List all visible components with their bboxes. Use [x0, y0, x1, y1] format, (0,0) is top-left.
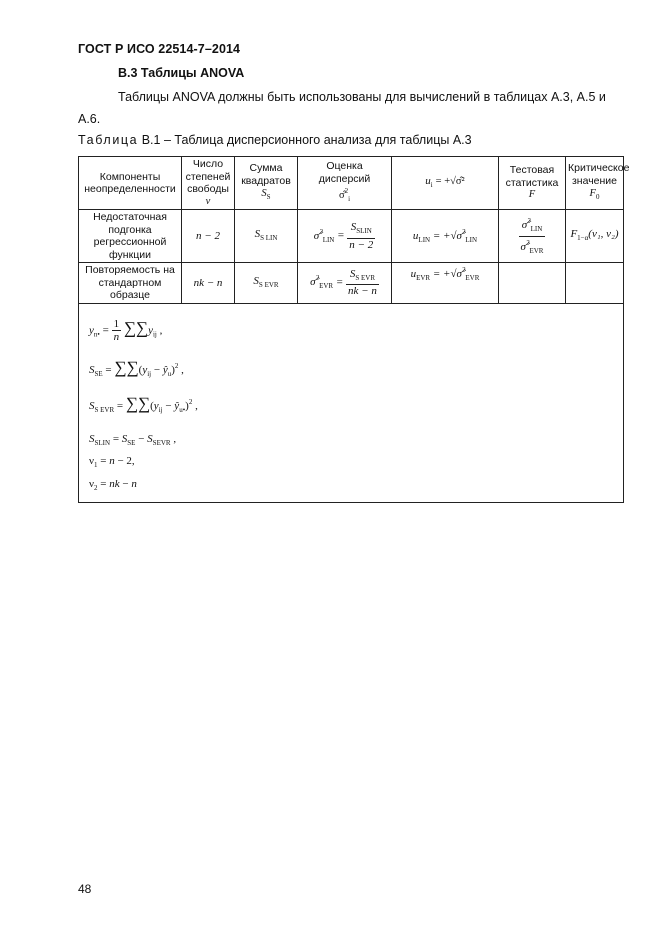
- formula-nu2: $\nu_2$ = nk − n: [89, 477, 137, 492]
- caption-label: Таблица: [78, 133, 139, 147]
- cell-variance-evr: σ̂$^2_{EVR}$ = $\frac{S_{S EVR}}{nk - n}$: [298, 263, 392, 304]
- cell-critical-evr: [566, 263, 624, 304]
- table-caption: [78, 133, 472, 147]
- anova-table: [78, 156, 630, 503]
- cell-test-stat-lin: $\frac{\sigmâ^2_{LIN}}{\sigmâ^2_{EVR}}$: [499, 210, 566, 263]
- table-header-row: [79, 157, 624, 210]
- caption-title: Таблица дисперсионного анализа для таблицы А.3: [174, 133, 472, 147]
- caption-number: B.1: [141, 133, 161, 147]
- formula-mean: $y_{n•}$ = $\frac{1}{n}$ $\sum\sum y_{ij}$ ,: [89, 317, 163, 343]
- page-number: 48: [78, 882, 92, 896]
- cell-variance-lin: σ̂$^2_{LIN}$ = $\frac{S_{SLIN}}{n - 2}$: [298, 210, 392, 263]
- header-cell-component: Компоненты неопределенности: [79, 157, 182, 210]
- header-cell-df: Число степеней свободы ν: [182, 157, 235, 210]
- header-cell-variance: Оценка дисперсий σ̂$^2_i$: [298, 157, 392, 210]
- cell-critical-lin: $F_{1-\alpha}(\nu_1$, ν₂): [566, 210, 624, 263]
- cell-component-evr: Повторяемость на стандартном образце: [79, 263, 182, 304]
- formula-sse: $S_{SE} = \sum\sum(y_{ij}$ − $ŷ_u)^2$ ,: [89, 357, 184, 378]
- cell-test-stat-evr: [499, 263, 566, 304]
- caption-dash: –: [163, 133, 171, 147]
- header-cell-ss: Сумма квадратов $S_S$: [235, 157, 298, 210]
- formula-ssevr: $S_{S EVR} = \sum\sum(y_{ij}$ − $ŷ_{u•})^2$ ,: [89, 394, 198, 414]
- document-header: ГОСТ Р ИСО 22514-7–2014: [78, 42, 241, 56]
- formula-nu1: $\nu_1 = n - 2$,: [89, 455, 135, 469]
- cell-ss-lin: $S_{S LIN}$: [235, 210, 298, 263]
- cell-uncertainty-lin: $u_{LIN}$ = +√σ̂$^2_{LIN}$: [392, 210, 499, 263]
- cell-df-evr: nk − n: [182, 263, 235, 304]
- table-row-lin: [79, 210, 624, 263]
- section-heading: B.3 Таблицы ANOVA: [118, 66, 245, 80]
- cell-ss-evr: $S_{S EVR}$: [235, 263, 298, 304]
- header-cell-critical: Критическое значение $F_0$: [566, 157, 624, 210]
- cell-uncertainty-evr: $u_{EVR}$ = +√σ̂$^2_{EVR}$: [392, 263, 499, 304]
- header-cell-uncertainty: $u_i$ = +√σ̂²: [392, 157, 499, 210]
- formula-block: [79, 303, 624, 503]
- table-row-evr: [79, 263, 624, 304]
- cell-component-lin: Недостаточная подгонка регрессионной функции: [79, 210, 182, 263]
- header-cell-test-stat: Тестовая статистика F: [499, 157, 566, 210]
- intro-paragraph: Таблицы ANOVA должны быть использованы для вычислений в таблицах А.3, А.5 и А.6.: [78, 90, 606, 126]
- formula-sslin: $S_{SLIN} = S_{SE} - S_{SEVR}$ ,: [89, 432, 177, 447]
- cell-df-lin: n − 2: [182, 210, 235, 263]
- table-row-formulas: [79, 303, 624, 503]
